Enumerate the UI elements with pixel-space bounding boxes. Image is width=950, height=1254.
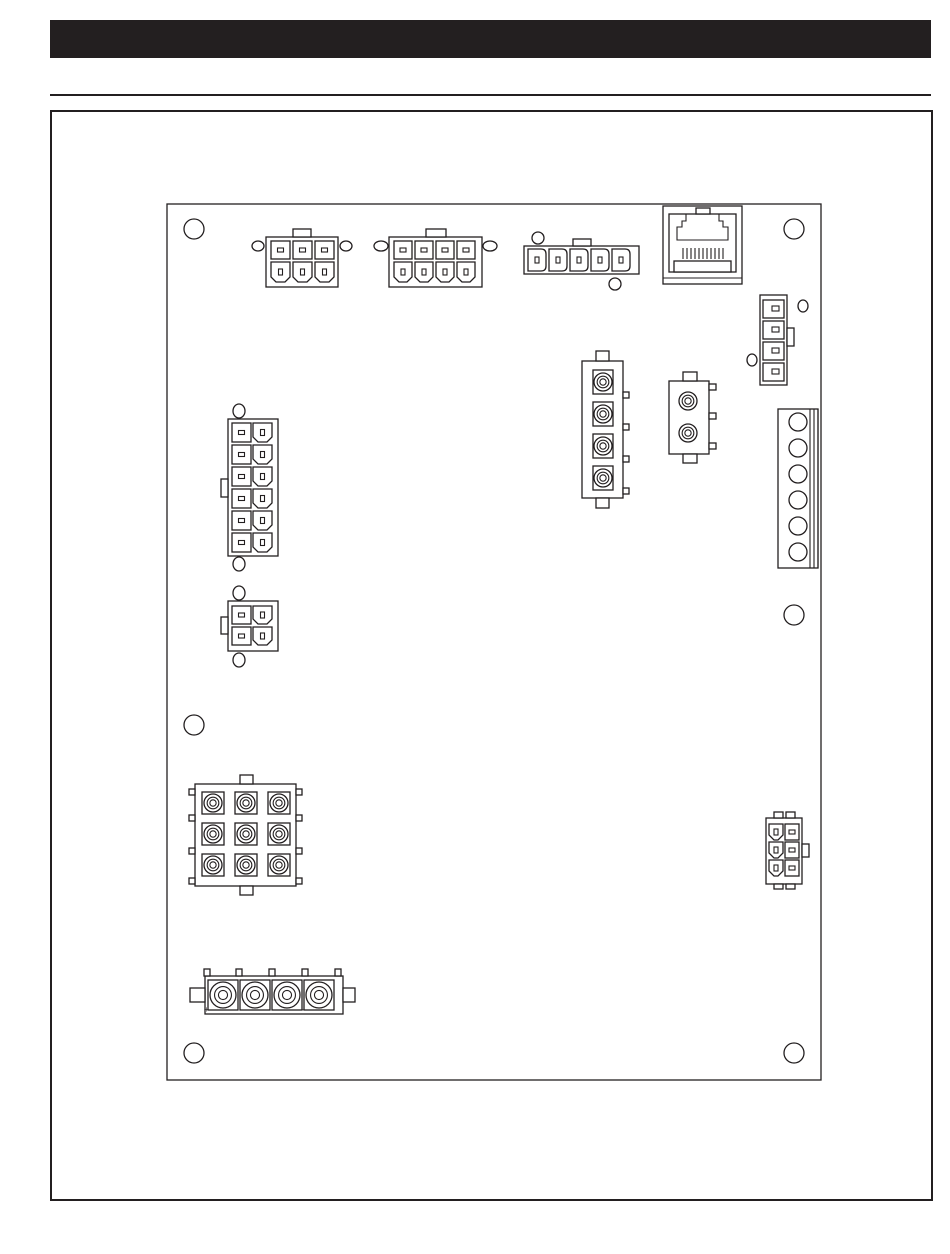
mounting-hole [784,1043,804,1063]
connector-6pin-right [766,812,809,889]
mounting-hole [184,715,204,735]
mounting-hole [784,219,804,239]
terminal-block-right [778,409,818,568]
polarity-plus: + [204,1005,209,1014]
terminal-block-4pos [582,351,629,508]
connector-6pin-top [252,229,352,287]
terminal-block-2pos [669,372,716,463]
rj45-network-jack [663,206,742,284]
connector-8pin-top [374,229,497,287]
polarity-minus: - [302,1005,305,1014]
mounting-hole [784,605,804,625]
terminal-block-9pos [189,775,302,895]
terminal-block-power-4pos [190,969,355,1014]
mounting-hole [184,219,204,239]
mounting-hole [184,1043,204,1063]
connector-12pin-vertical [221,404,278,571]
